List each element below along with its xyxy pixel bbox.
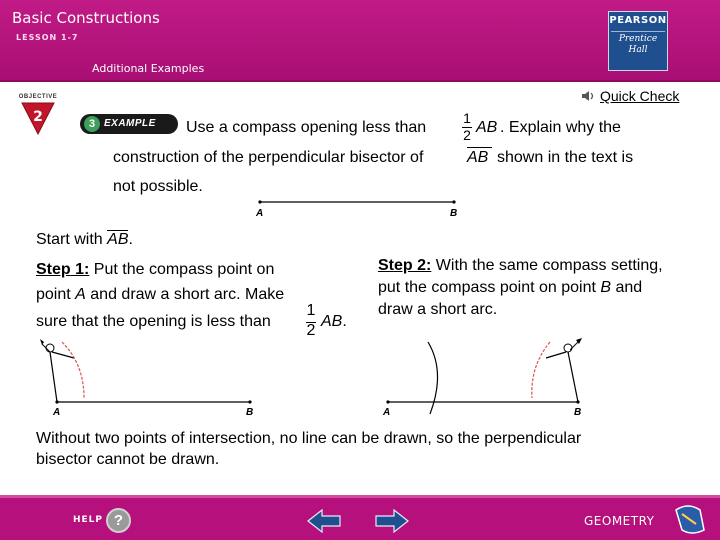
left-arrow-icon [308,510,340,532]
step2-label-b: B [574,407,582,418]
problem-fraction-denominator: 2 [463,127,471,143]
publisher-imprint-line2: Hall [628,45,648,55]
help-label: HELP [73,515,104,525]
step1-point-a [55,400,58,403]
publisher-logo [608,11,668,71]
step1-fraction-numerator: 1 [306,302,316,319]
objective-number: 2 [33,109,43,125]
step1-point-b [248,400,251,403]
quick-check-label: Quick Check [600,88,680,104]
publisher-name: PEARSON [609,15,667,26]
compass-b-icon [546,338,582,402]
step2-figure [370,336,610,420]
step2-label: Step 2: [378,257,432,274]
step1-figure [30,336,270,420]
segment-overline [467,147,492,148]
footer-highlight [0,495,720,498]
step2-line2-a: put the compass point on point [378,279,596,296]
step2-line3: draw a short arc. [378,301,498,318]
step2-point-b [576,400,579,403]
example-number: 3 [84,116,100,132]
start-with-text [36,231,133,249]
publisher-imprint [609,34,667,56]
step1-end: . [342,313,347,330]
conclusion-line2: bisector cannot be drawn. [36,451,220,468]
step1-line1-text: Put the compass point on [93,261,275,278]
problem-segment-ab: AB [476,119,498,136]
publisher-imprint-line1: Prentice [618,34,658,44]
page-title: Basic Constructions [12,9,160,27]
step2-line1 [378,257,663,275]
conclusion-line1: Without two points of intersection, no line can be drawn, so the perpendicular [36,430,582,447]
problem-line2-b: shown in the text is [497,149,634,166]
objective-badge [14,94,62,138]
step2-point: B [600,279,612,296]
step1-line2-a: point [36,286,71,303]
next-arrow-button[interactable] [374,508,410,534]
right-arrow-icon [376,510,408,532]
geometry-logo-icon [670,500,710,538]
section-subtitle: Additional Examples [92,62,205,75]
header-divider [0,80,720,82]
step2-arc-a [428,342,438,414]
start-prefix: Start with [36,231,103,248]
compass-icon [40,339,74,402]
start-suffix: . [128,231,133,248]
step2-point-a [386,400,389,403]
step2-line1-text: With the same compass setting, [435,257,663,274]
step1-label-a: A [53,407,61,418]
step2-line2-b: and [615,279,643,296]
step2-label-a: A [383,407,391,418]
help-button[interactable]: ? [106,508,131,533]
problem-text-part2: . Explain why the [500,119,621,136]
step1-line2 [36,286,284,304]
example-label: EXAMPLE [104,118,156,129]
previous-arrow-button[interactable] [306,508,342,534]
step1-fraction-denominator: 2 [306,322,316,339]
step2-line2 [378,279,642,297]
step1-label-b: B [246,407,254,418]
step1-line3: sure that the opening is less than [36,313,271,330]
example-badge [80,114,178,134]
course-label: GEOMETRY [584,514,655,528]
label-a: A [256,208,264,219]
start-segment: AB [107,231,129,248]
point-b-dot [452,200,455,203]
step1-segment-wrap [321,313,347,331]
objective-shield-icon [14,94,62,138]
quick-check-link[interactable] [581,88,679,104]
point-a-dot [258,200,261,203]
problem-text-part1: Use a compass opening less than [186,119,427,136]
lesson-label: LESSON 1-7 [16,33,79,42]
problem-line2-a: construction of the perpendicular bisector of [113,149,424,166]
problem-line3: not possible. [113,178,203,195]
step1-line2-b: and draw a short arc. Make [90,286,285,303]
step1-point: A [75,286,86,303]
problem-line2-segment: AB [467,149,489,166]
publisher-divider [611,31,665,32]
step2-arc-b [532,342,550,398]
objective-label: OBJECTIVE [18,94,58,100]
step1-label: Step 1: [36,261,90,278]
step1-line1 [36,261,274,279]
label-b: B [450,208,458,219]
problem-fraction-numerator: 1 [463,110,471,126]
speaker-icon [581,89,597,103]
step1-segment: AB [321,313,343,330]
step1-arc [62,342,84,398]
segment-ab-figure [240,194,480,220]
